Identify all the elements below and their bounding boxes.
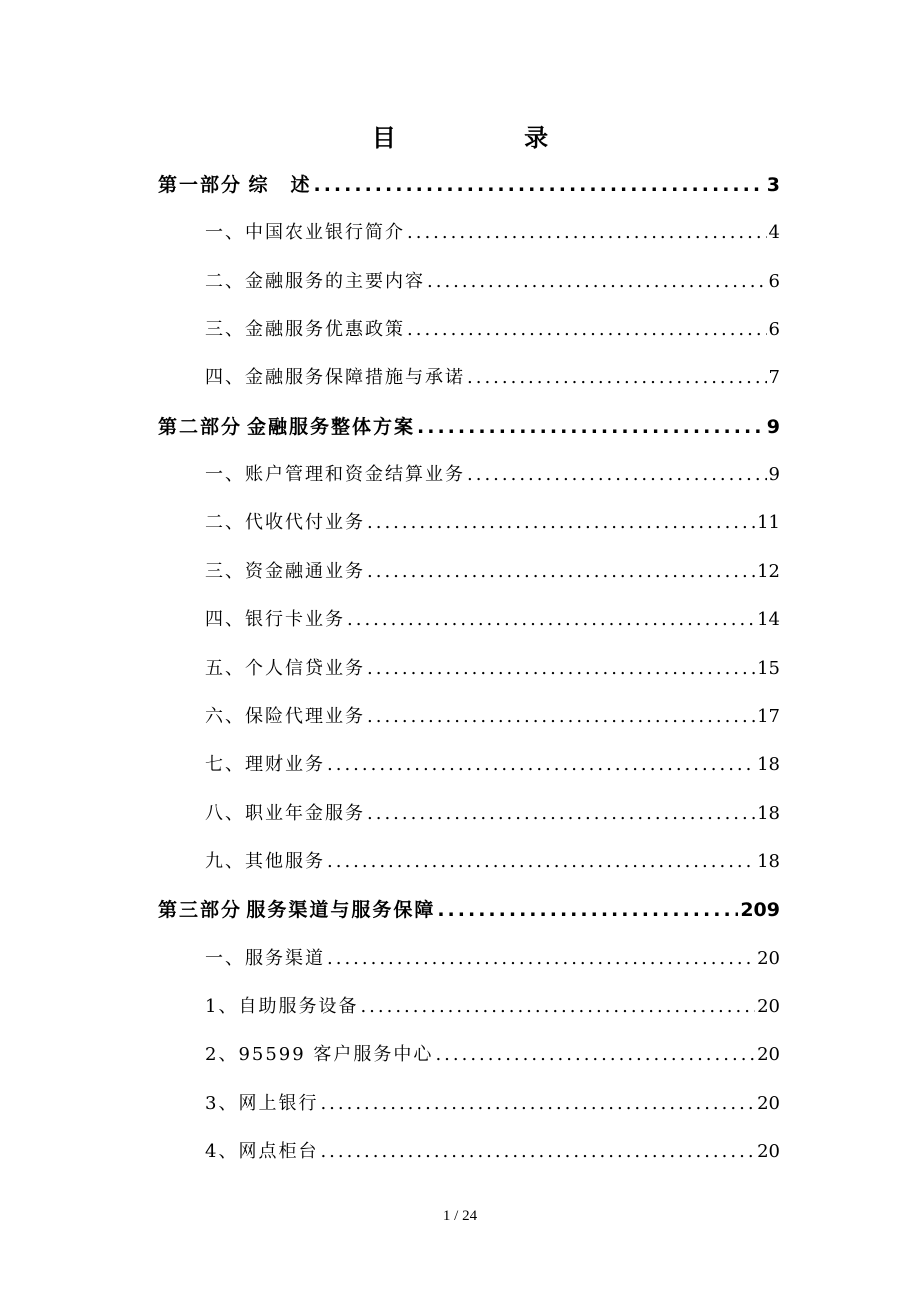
toc-leader-dots	[367, 512, 755, 533]
toc-entry-title: 四、银行卡业务	[205, 609, 345, 631]
toc-page-number: 14	[757, 609, 780, 631]
toc-page-number: 9	[768, 464, 780, 486]
toc-entry-title: 服务渠道与服务保障	[246, 899, 436, 922]
toc-leader-dots	[427, 271, 767, 292]
toc-leader-dots	[314, 174, 765, 196]
toc-leader-dots	[327, 754, 755, 775]
toc-section-entry[interactable]	[205, 847, 780, 873]
toc-leader-dots	[367, 706, 755, 727]
page-footer: 1 / 24	[442, 1208, 478, 1224]
toc-page-number: 6	[768, 319, 780, 341]
toc-page-number: 18	[757, 754, 780, 776]
toc-leader-dots	[347, 609, 755, 630]
toc-section-entry[interactable]	[205, 702, 780, 728]
toc-section-entry[interactable]	[205, 363, 780, 389]
toc-leader-dots	[360, 996, 755, 1017]
toc-leader-dots	[327, 948, 755, 969]
toc-section-entry[interactable]	[205, 315, 780, 341]
toc-entry-title: 二、金融服务的主要内容	[205, 270, 425, 292]
toc-section-entry[interactable]	[205, 944, 780, 970]
toc-leader-dots	[437, 899, 738, 921]
toc-section-entry[interactable]	[205, 460, 780, 486]
toc-section-entry[interactable]	[205, 750, 780, 776]
toc-entry-title: 综 述	[248, 174, 312, 196]
toc-section-entry[interactable]	[205, 218, 780, 244]
toc-section-entry[interactable]	[205, 267, 780, 293]
toc-page-number: 20	[757, 995, 780, 1017]
toc-leader-dots	[320, 1141, 755, 1162]
toc-page-number: 209	[740, 899, 780, 922]
toc-entry-title: 1、自助服务设备	[205, 995, 359, 1017]
toc-leader-dots	[320, 1093, 755, 1114]
toc-page-number: 18	[757, 850, 780, 872]
toc-section-entry[interactable]	[205, 799, 780, 825]
toc-leader-dots	[327, 851, 755, 872]
page-title: 目 录	[371, 124, 609, 152]
toc-entry-title: 二、代收代付业务	[205, 512, 365, 534]
toc-page-number: 6	[768, 270, 780, 292]
toc-part-entry[interactable]	[158, 170, 780, 197]
toc-entry-title: 一、中国农业银行简介	[205, 222, 405, 244]
toc-page-number: 20	[757, 1092, 780, 1114]
toc-section-entry[interactable]	[205, 557, 780, 583]
toc-part-entry[interactable]	[158, 412, 780, 439]
toc-entry-title: 九、其他服务	[205, 850, 325, 872]
toc-page-number: 20	[757, 1141, 780, 1162]
toc-leader-dots	[367, 803, 755, 824]
toc-section-entry[interactable]	[205, 1089, 780, 1115]
toc-entry-title: 三、金融服务优惠政策	[205, 319, 405, 341]
toc-leader-dots	[367, 561, 755, 582]
toc-section-entry[interactable]	[205, 654, 780, 680]
toc-entry-title: 四、金融服务保障措施与承诺	[205, 367, 465, 389]
toc-page-number: 20	[757, 947, 780, 969]
toc-page-number: 4	[768, 222, 780, 244]
toc-leader-dots	[467, 367, 767, 388]
toc-page-number: 15	[757, 657, 780, 679]
toc-section-entry[interactable]	[205, 508, 780, 534]
toc-leader-dots	[407, 319, 767, 340]
toc-leader-dots	[407, 222, 767, 243]
toc-page-number: 18	[757, 802, 780, 824]
toc-page-number: 20	[757, 1044, 780, 1066]
toc-entry-title: 七、理财业务	[205, 754, 325, 776]
toc-section-entry[interactable]	[205, 1137, 780, 1163]
toc-entry-title: 3、网上银行	[205, 1092, 319, 1114]
toc-leader-dots	[467, 464, 767, 485]
toc-entry-title: 八、职业年金服务	[205, 802, 365, 824]
toc-entry-title: 4、网点柜台	[205, 1141, 319, 1162]
toc-part-entry[interactable]	[158, 895, 780, 922]
toc-page-number: 11	[757, 512, 780, 534]
toc-part-label: 第三部分	[158, 899, 243, 922]
toc-page-number: 7	[768, 367, 780, 389]
toc-entry-title: 金融服务整体方案	[247, 415, 416, 438]
toc-entry-title: 一、账户管理和资金结算业务	[205, 464, 465, 486]
toc-part-label: 第一部分	[158, 174, 243, 196]
toc-leader-dots	[435, 1044, 755, 1065]
toc-entry-title: 六、保险代理业务	[205, 705, 365, 727]
toc-page-number: 12	[757, 560, 780, 582]
toc-entry-title: 三、资金融通业务	[205, 560, 365, 582]
toc-section-entry[interactable]	[205, 1040, 780, 1066]
toc-part-label: 第二部分	[158, 415, 243, 438]
toc-entry-title: 2、95599 客户服务中心	[205, 1044, 434, 1066]
toc-page-number: 3	[766, 174, 780, 196]
toc-section-entry[interactable]	[205, 605, 780, 631]
toc-section-entry[interactable]	[205, 992, 780, 1018]
toc-page-number: 17	[757, 705, 780, 727]
toc-page-number: 9	[766, 415, 780, 438]
toc-leader-dots	[417, 416, 765, 438]
toc-leader-dots	[367, 658, 755, 679]
toc-entry-title: 五、个人信贷业务	[205, 657, 365, 679]
toc-entry-title: 一、服务渠道	[205, 947, 325, 969]
